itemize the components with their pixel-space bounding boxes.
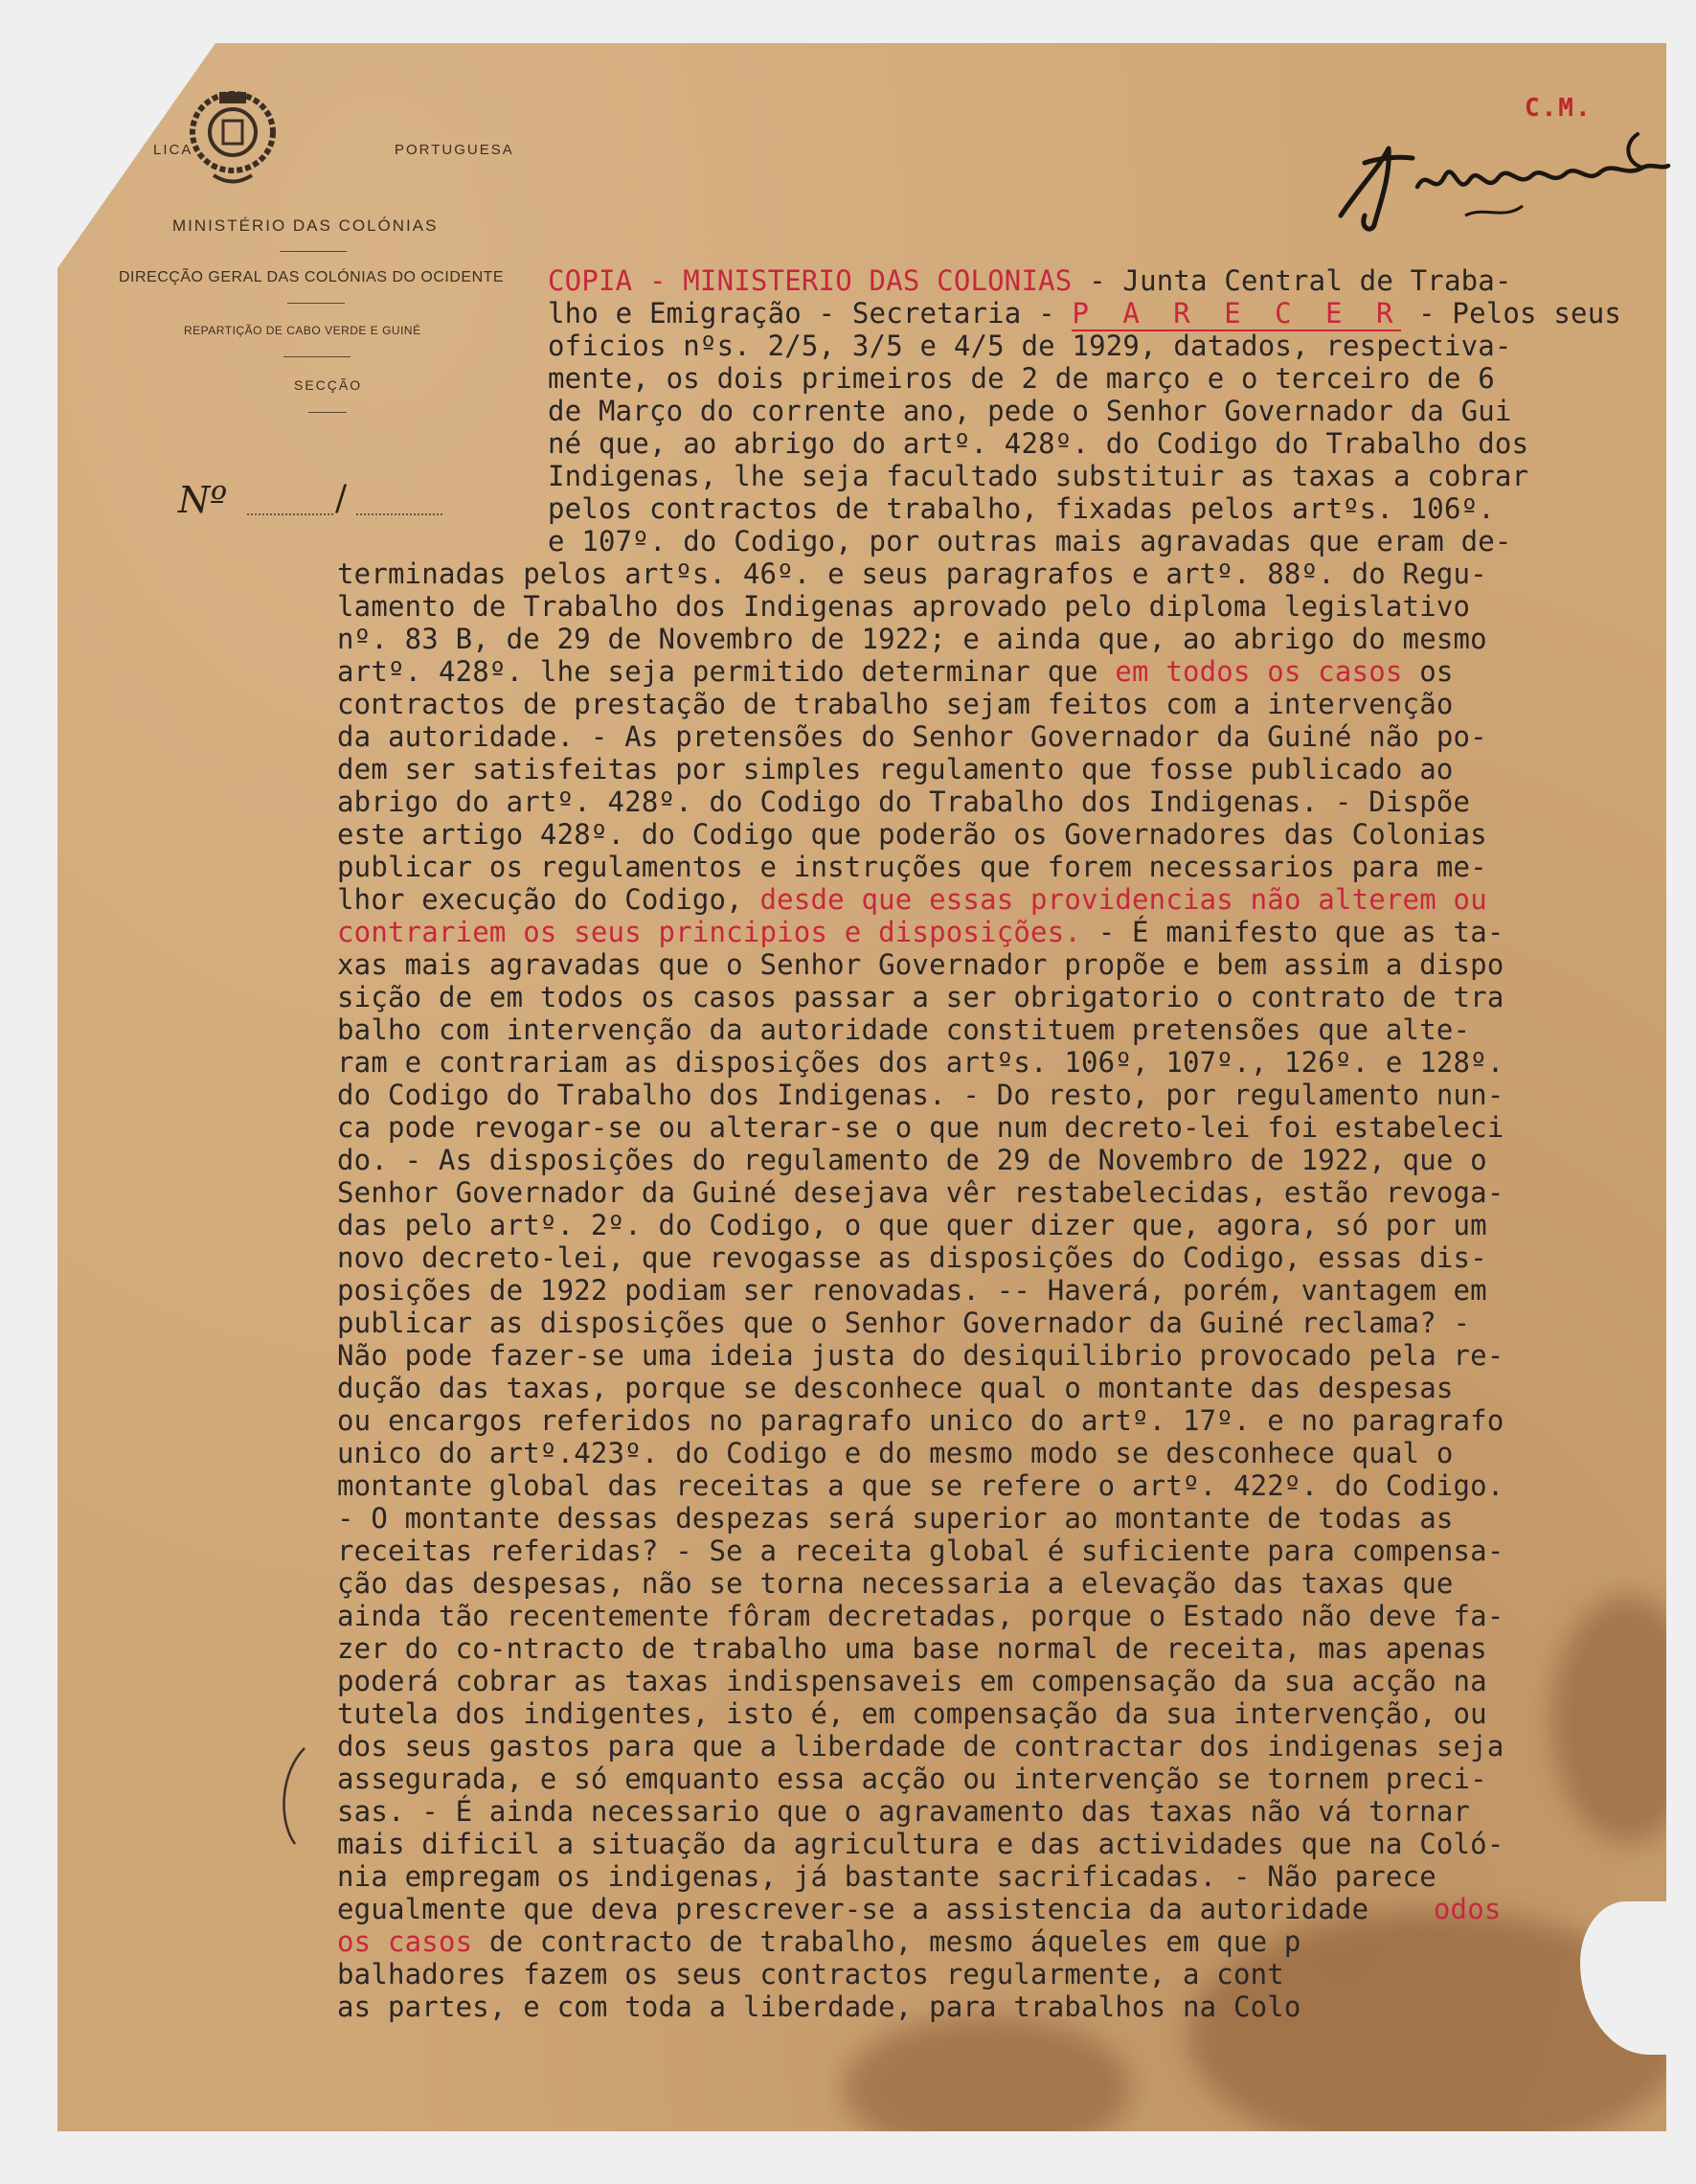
body-line: assegurada, e só emquanto essa acção ou intervenção se tornem preci- (337, 1763, 1487, 1795)
body-line: dução das taxas, porque se desconhece qual o montante das despesas (337, 1372, 1454, 1404)
number-field (247, 513, 333, 515)
body-line: da autoridade. - As pretensões do Senhor Governador da Guiné não po- (337, 720, 1487, 753)
number-slash: / (335, 479, 348, 518)
body-line: zer do co-ntracto de trabalho uma base normal de receita, mas apenas (337, 1632, 1487, 1665)
body-line (337, 916, 1504, 948)
body-line: tutela dos indigentes, isto é, em compensação da sua intervenção, ou (337, 1697, 1487, 1730)
body-line (548, 264, 1512, 297)
body-line: mais dificil a situação da agricultura e das actividades que na Coló- (337, 1828, 1504, 1860)
body-line: receitas referidas? - Se a receita global é suficiente para compensa- (337, 1535, 1504, 1567)
body-line: novo decreto-lei, que revogasse as disposições do Codigo, essas dis- (337, 1241, 1487, 1274)
body-line: ca pode revogar-se ou alterar-se o que num decreto-lei foi estabeleci (337, 1111, 1504, 1144)
body-line: ou encargos referidos no paragrafo unico do artº. 17º. e no paragrafo (337, 1404, 1504, 1437)
body-line: abrigo do artº. 428º. do Codigo do Trabalho dos Indigenas. - Dispõe (337, 785, 1471, 818)
body-line: publicar os regulamentos e instruções que forem necessarios para me- (337, 851, 1487, 883)
body-line: nº. 83 B, de 29 de Novembro de 1922; e ainda que, ao abrigo do mesmo (337, 623, 1487, 655)
divider (308, 412, 347, 413)
cm-annotation: C.M. (1525, 94, 1593, 123)
ministry-title: MINISTÉRIO DAS COLÓNIAS (172, 216, 439, 235)
parecer-heading: P A R E C E R (1072, 297, 1402, 330)
body-line: Não pode fazer-se uma ideia justa do desiquilibrio provocado pela re- (337, 1339, 1504, 1372)
body-line: poderá cobrar as taxas indispensaveis em compensação da sua acção na (337, 1665, 1487, 1697)
body-text: os (1402, 655, 1454, 688)
department-title: REPARTIÇÃO DE CABO VERDE E GUINÉ (184, 324, 421, 337)
number-mark: Nº (178, 479, 228, 521)
direction-title: DIRECÇÃO GERAL DAS COLÓNIAS DO OCIDENTE (119, 269, 505, 285)
body-line: Indigenas, lhe seja facultado substituir as taxas a cobrar (548, 460, 1529, 492)
body-line (337, 883, 1487, 916)
copy-heading: COPIA - MINISTERIO DAS COLONIAS (548, 264, 1073, 297)
republic-right-text: PORTUGUESA (395, 142, 514, 158)
section-label: SECÇÃO (294, 377, 363, 393)
body-line: - O montante dessas despezas será superior ao montante de todas as (337, 1502, 1454, 1535)
body-line: balhadores fazem os seus contractos regularmente, a cont (337, 1958, 1284, 1991)
highlight-text: odos (1433, 1893, 1502, 1925)
body-line: das pelo artº. 2º. do Codigo, o que quer dizer que, agora, só por um (337, 1209, 1487, 1241)
body-line: balho com intervenção da autoridade constituem pretensões que alte- (337, 1013, 1471, 1046)
body-line: Senhor Governador da Guiné desejava vêr restabelecidas, estão revoga- (337, 1176, 1504, 1209)
divider (280, 251, 347, 252)
body-line: lamento de Trabalho dos Indigenas aprovado pelo diploma legislativo (337, 590, 1471, 623)
body-text: - Junta Central de Traba- (1072, 264, 1512, 297)
coat-of-arms-icon (185, 84, 281, 190)
body-text: egualmente que deva prescrever-se a assistencia da autoridade (337, 1893, 1386, 1925)
body-line: pelos contractos de trabalho, fixadas pelos artºs. 106º. (548, 492, 1495, 525)
body-line: e 107º. do Codigo, por outras mais agravadas que eram de- (548, 525, 1512, 557)
body-line: do Codigo do Trabalho dos Indigenas. - Do resto, por regulamento nun- (337, 1079, 1504, 1111)
body-line (337, 1925, 1301, 1958)
body-line (337, 1893, 1502, 1925)
body-line: de Março do corrente ano, pede o Senhor Governador da Gui (548, 395, 1512, 427)
body-text: lho e Emigração - Secretaria - (548, 297, 1073, 330)
body-text: - É manifesto que as ta- (1081, 916, 1504, 948)
body-text: - Pelos seus (1401, 297, 1622, 330)
number-field (356, 513, 442, 515)
body-line: sas. - É ainda necessario que o agravamento das taxas não vá tornar (337, 1795, 1471, 1828)
body-line: unico do artº.423º. do Codigo e do mesmo modo se desconhece qual o (337, 1437, 1454, 1469)
divider (287, 303, 345, 304)
body-line: ção das despesas, não se torna necessaria a elevação das taxas que (337, 1567, 1454, 1600)
body-line: este artigo 428º. do Codigo que poderão os Governadores das Colonias (337, 818, 1487, 851)
highlight-text: em todos os casos (1115, 655, 1403, 688)
handwritten-signature (1322, 129, 1676, 235)
body-line: nia empregam os indigenas, já bastante sacrificadas. - Não parece (337, 1860, 1436, 1893)
body-text: de contracto de trabalho, mesmo áqueles em que p (472, 1925, 1301, 1958)
body-line: terminadas pelos artºs. 46º. e seus paragrafos e artº. 88º. do Regu- (337, 557, 1487, 590)
highlight-text: desde que essas providencias não alterem ou (759, 883, 1487, 916)
body-line: mente, os dois primeiros de 2 de março e o terceiro de 6 (548, 362, 1495, 395)
body-text: lhor execução do Codigo, (337, 883, 760, 916)
body-line: as partes, e com toda a liberdade, para trabalhos na Colo (337, 1991, 1301, 2023)
republic-left-text: LICA (153, 142, 193, 158)
body-line (548, 297, 1621, 330)
body-line: oficios nºs. 2/5, 3/5 e 4/5 de 1929, datados, respectiva- (548, 330, 1512, 362)
body-line (337, 655, 1454, 688)
body-line: posições de 1922 podiam ser renovadas. -- Haverá, porém, vantagem em (337, 1274, 1487, 1307)
highlight-text: os casos (337, 1925, 473, 1958)
body-line: publicar as disposições que o Senhor Governador da Guiné reclama? - (337, 1307, 1471, 1339)
body-line: ram e contrariam as disposições dos artºs. 106º, 107º., 126º. e 128º. (337, 1046, 1504, 1079)
body-line: montante global das receitas a que se refere o artº. 422º. do Codigo. (337, 1469, 1504, 1502)
body-text: artº. 428º. lhe seja permitido determinar que (337, 655, 1116, 688)
divider (283, 356, 351, 357)
highlight-text: contrariem os seus principios e disposições. (337, 916, 1082, 948)
body-line: contractos de prestação de trabalho sejam feitos com a intervenção (337, 688, 1454, 720)
body-line: dem ser satisfeitas por simples regulamento que fosse publicado ao (337, 753, 1454, 785)
body-line: sição de em todos os casos passar a ser obrigatorio o contrato de tra (337, 981, 1504, 1013)
body-line: do. - As disposições do regulamento de 29 de Novembro de 1922, que o (337, 1144, 1487, 1176)
body-line: dos seus gastos para que a liberdade de contractar dos indigenas seja (337, 1730, 1504, 1763)
pencil-bracket-mark (266, 1743, 314, 1849)
body-line: xas mais agravadas que o Senhor Governador propõe e bem assim a dispo (337, 948, 1504, 981)
body-line: ainda tão recentemente fôram decretadas, porque o Estado não deve fa- (337, 1600, 1504, 1632)
body-line: né que, ao abrigo do artº. 428º. do Codigo do Trabalho dos (548, 427, 1529, 460)
